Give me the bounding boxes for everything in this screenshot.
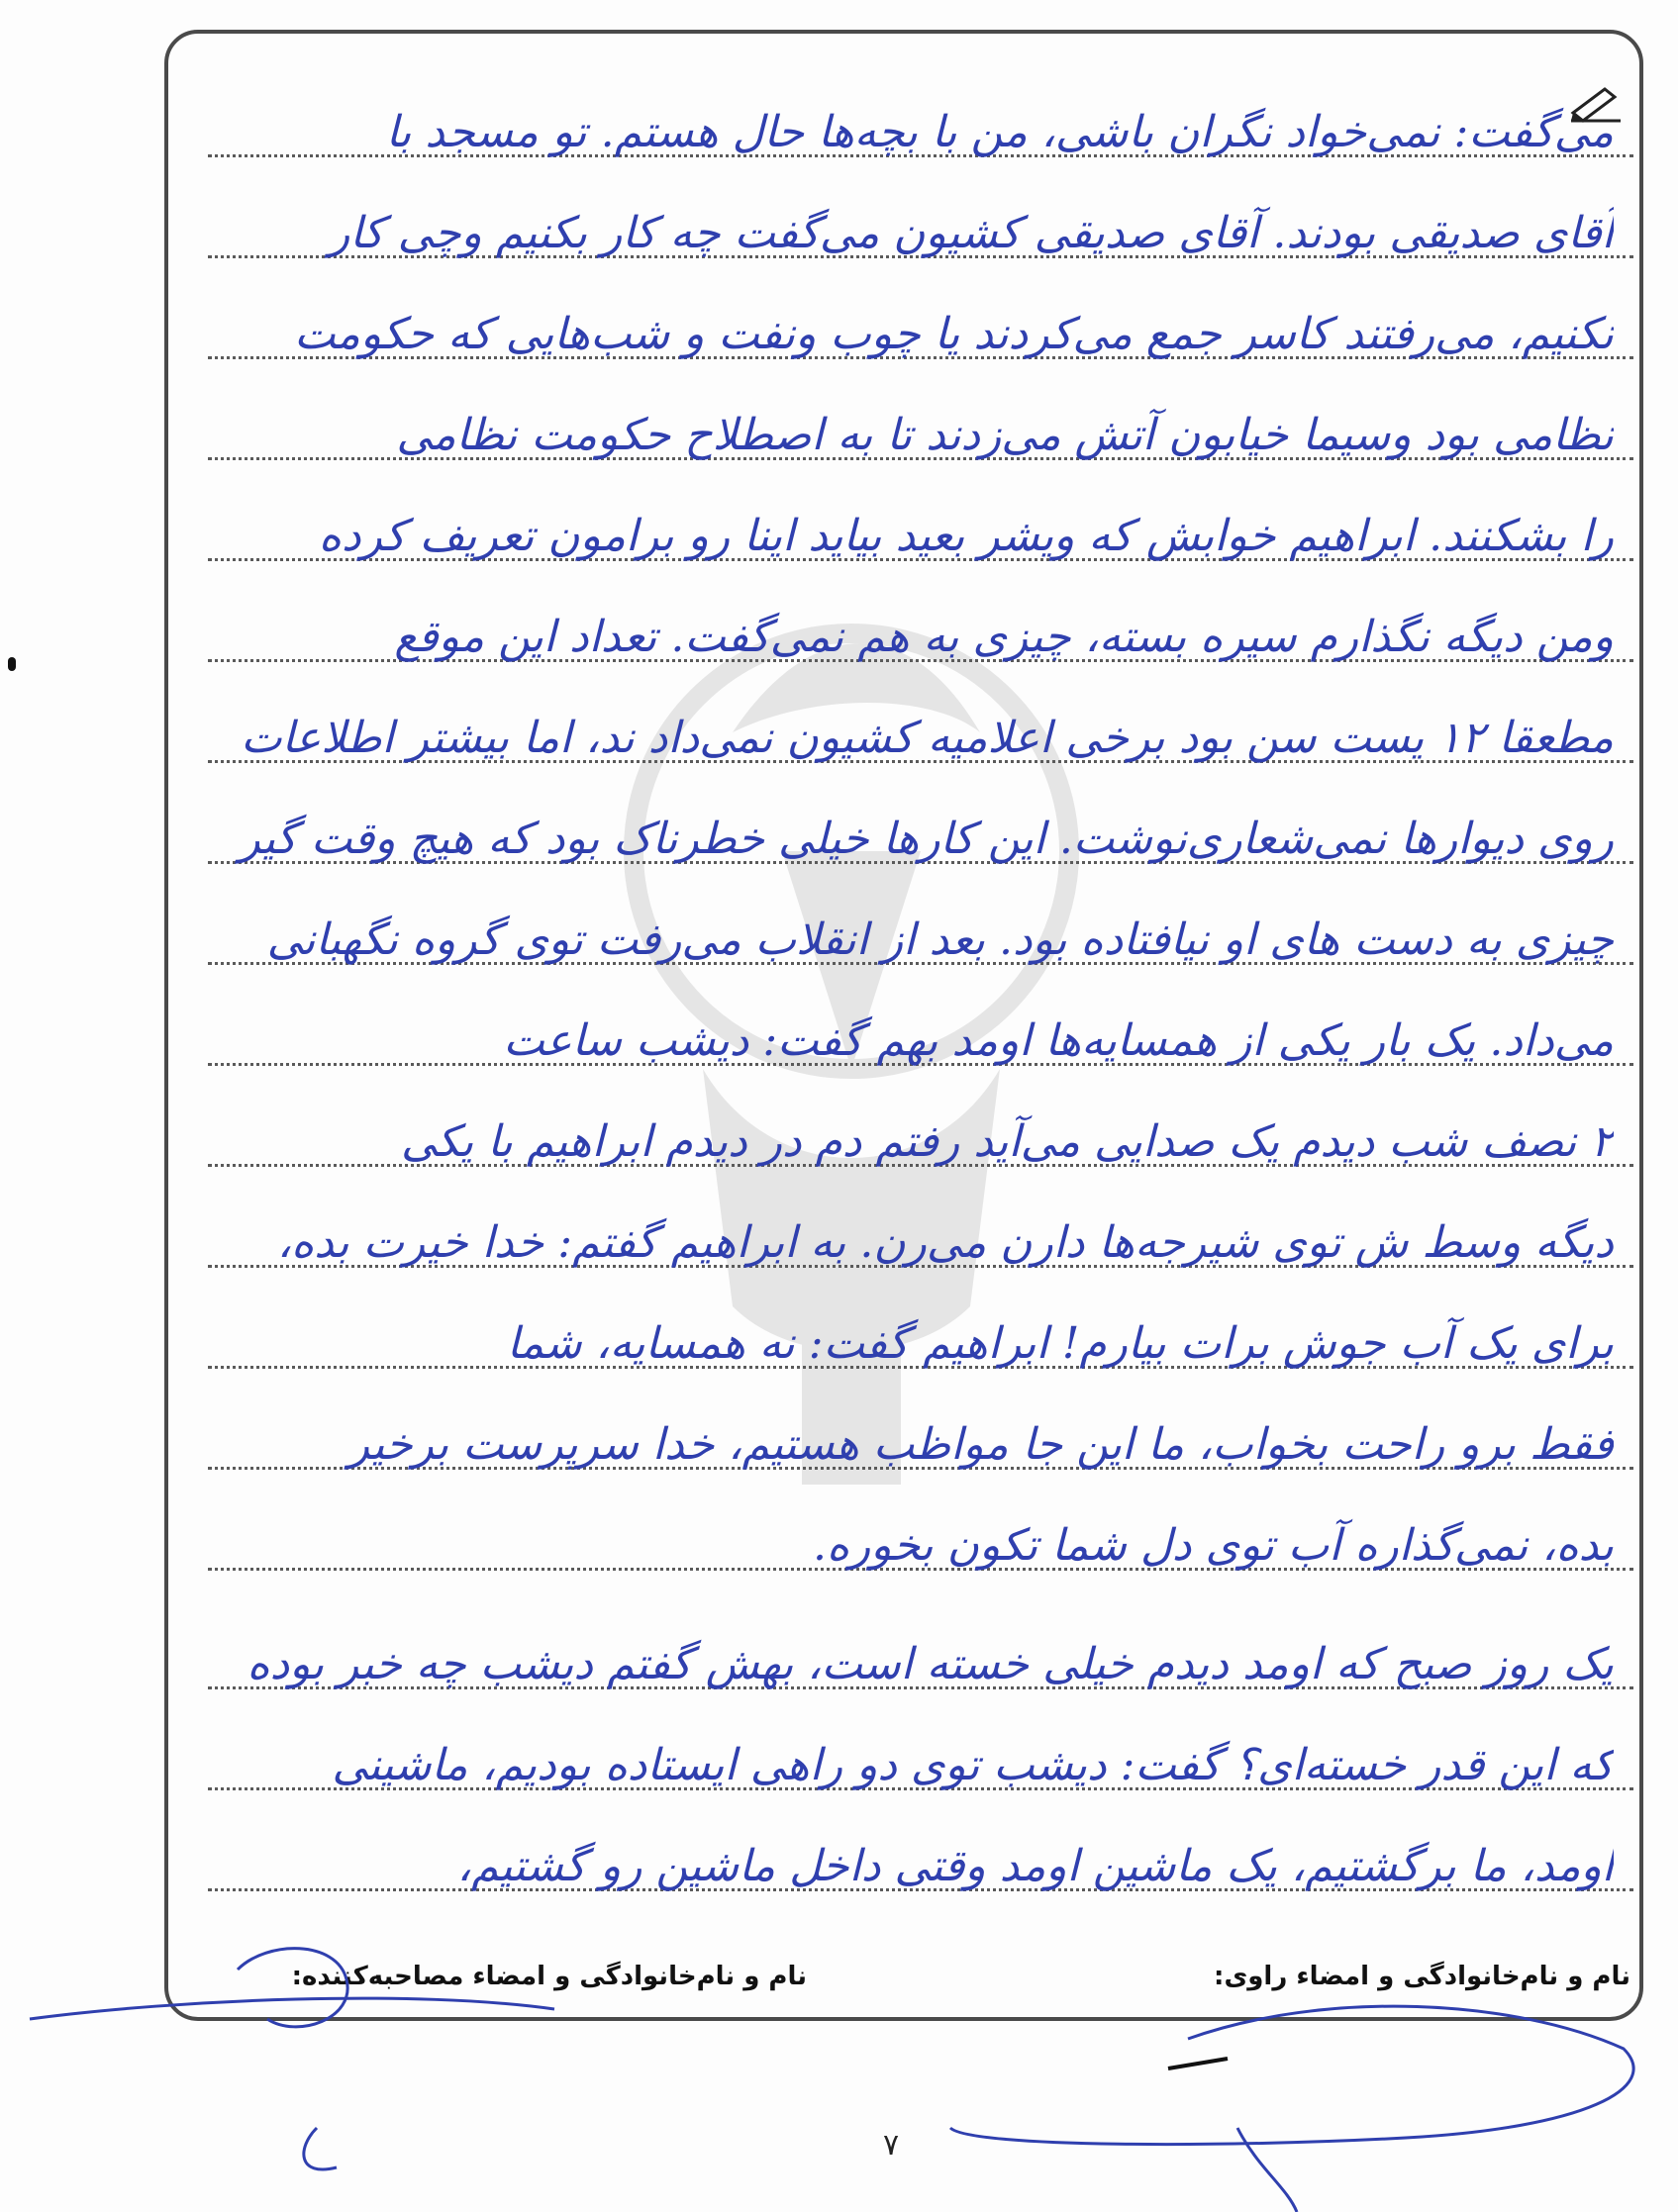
handwritten-line: آقای صدیقی بودند. آقای صدیقی کشیون می‌گفت چه کار بکنیم وچی کار — [329, 208, 1614, 258]
handwritten-line: چیزی به دست های او نیافتاده بود. بعد از انقلاب می‌رفت توی گروه نگهبانی — [266, 914, 1614, 965]
handwritten-line: ومن دیگه نگذارم سیره بسته، چیزی به هم نمی‌گفت. تعداد این موقع — [394, 612, 1614, 662]
handwritten-line: می‌گفت: نمی‌خواد نگران باشی، من با بچه‌ها حال هستم. تو مسجد با — [385, 107, 1614, 157]
handwritten-line: اومد، ما برگشتیم، یک ماشین اومد وقتی داخل ماشین رو گشتیم، — [456, 1841, 1614, 1891]
handwritten-line: روی دیوارها نمی‌شعاری‌نوشت. این کارها خیلی خطرناک بود که هیچ وقت گیر — [239, 814, 1614, 864]
handwritten-line: که این قدر خسته‌ای؟ گفت: دیشب توی دو راهی ایستاده بودیم، ماشینی — [332, 1740, 1614, 1790]
handwritten-line: نظامی بود وسیما خیابون آتش می‌زدند تا به اصطلاح حکومت نظامی — [396, 410, 1614, 460]
handwritten-line: بده، نمی‌گذاره آب توی دل شما تکون بخوره. — [812, 1520, 1614, 1571]
interviewer-signature-label: نام و نام‌خانوادگی و امضاء مصاحبه‌کننده: — [291, 1962, 807, 1991]
handwritten-line: فقط برو راحت بخواب، ما این جا مواظب هستیم، خدا سرپرست برخیر — [347, 1419, 1614, 1470]
handwritten-line: می‌داد. یک بار یکی از همسایه‌ها اومد بهم گفت: دیشب ساعت — [503, 1015, 1614, 1066]
handwritten-line: مطعقا ۱۲ یست سن بود برخی اعلامیه کشیون نمی‌داد ند، اما بیشتر اطلاعات — [241, 713, 1614, 763]
handwritten-line: نکنیم، می‌رفتند کاسر جمع می‌کردند یا چوب ونفت و شب‌هایی که حکومت — [294, 309, 1614, 359]
handwritten-line: ۲ نصف شب دیدم یک صدایی می‌آید رفتم دم در دیدم ابراهیم با یکی — [400, 1116, 1614, 1167]
handwritten-line: را بشکنند. ابراهیم خوابش که ویشر بعید بیاید اینا رو برامون تعریف کرده — [318, 511, 1614, 561]
handwritten-line: دیگه وسط ش توی شیرجه‌ها دارن می‌رن. به ابراهیم گفتم: خدا خیرت بده، — [276, 1217, 1614, 1268]
handwritten-line: یک روز صبح که اومد دیدم خیلی خسته است، بهش گفتم دیشب چه خبر بوده — [247, 1639, 1614, 1689]
binding-hole — [8, 657, 16, 671]
page-number: ۷ — [882, 2128, 900, 2163]
interviewee-signature-label: نام و نام‌خانوادگی و امضاء راوی: — [1214, 1962, 1630, 1991]
handwritten-line: برای یک آب جوش برات بیارم! ابراهیم گفت: نه همسایه، شما — [506, 1318, 1614, 1369]
